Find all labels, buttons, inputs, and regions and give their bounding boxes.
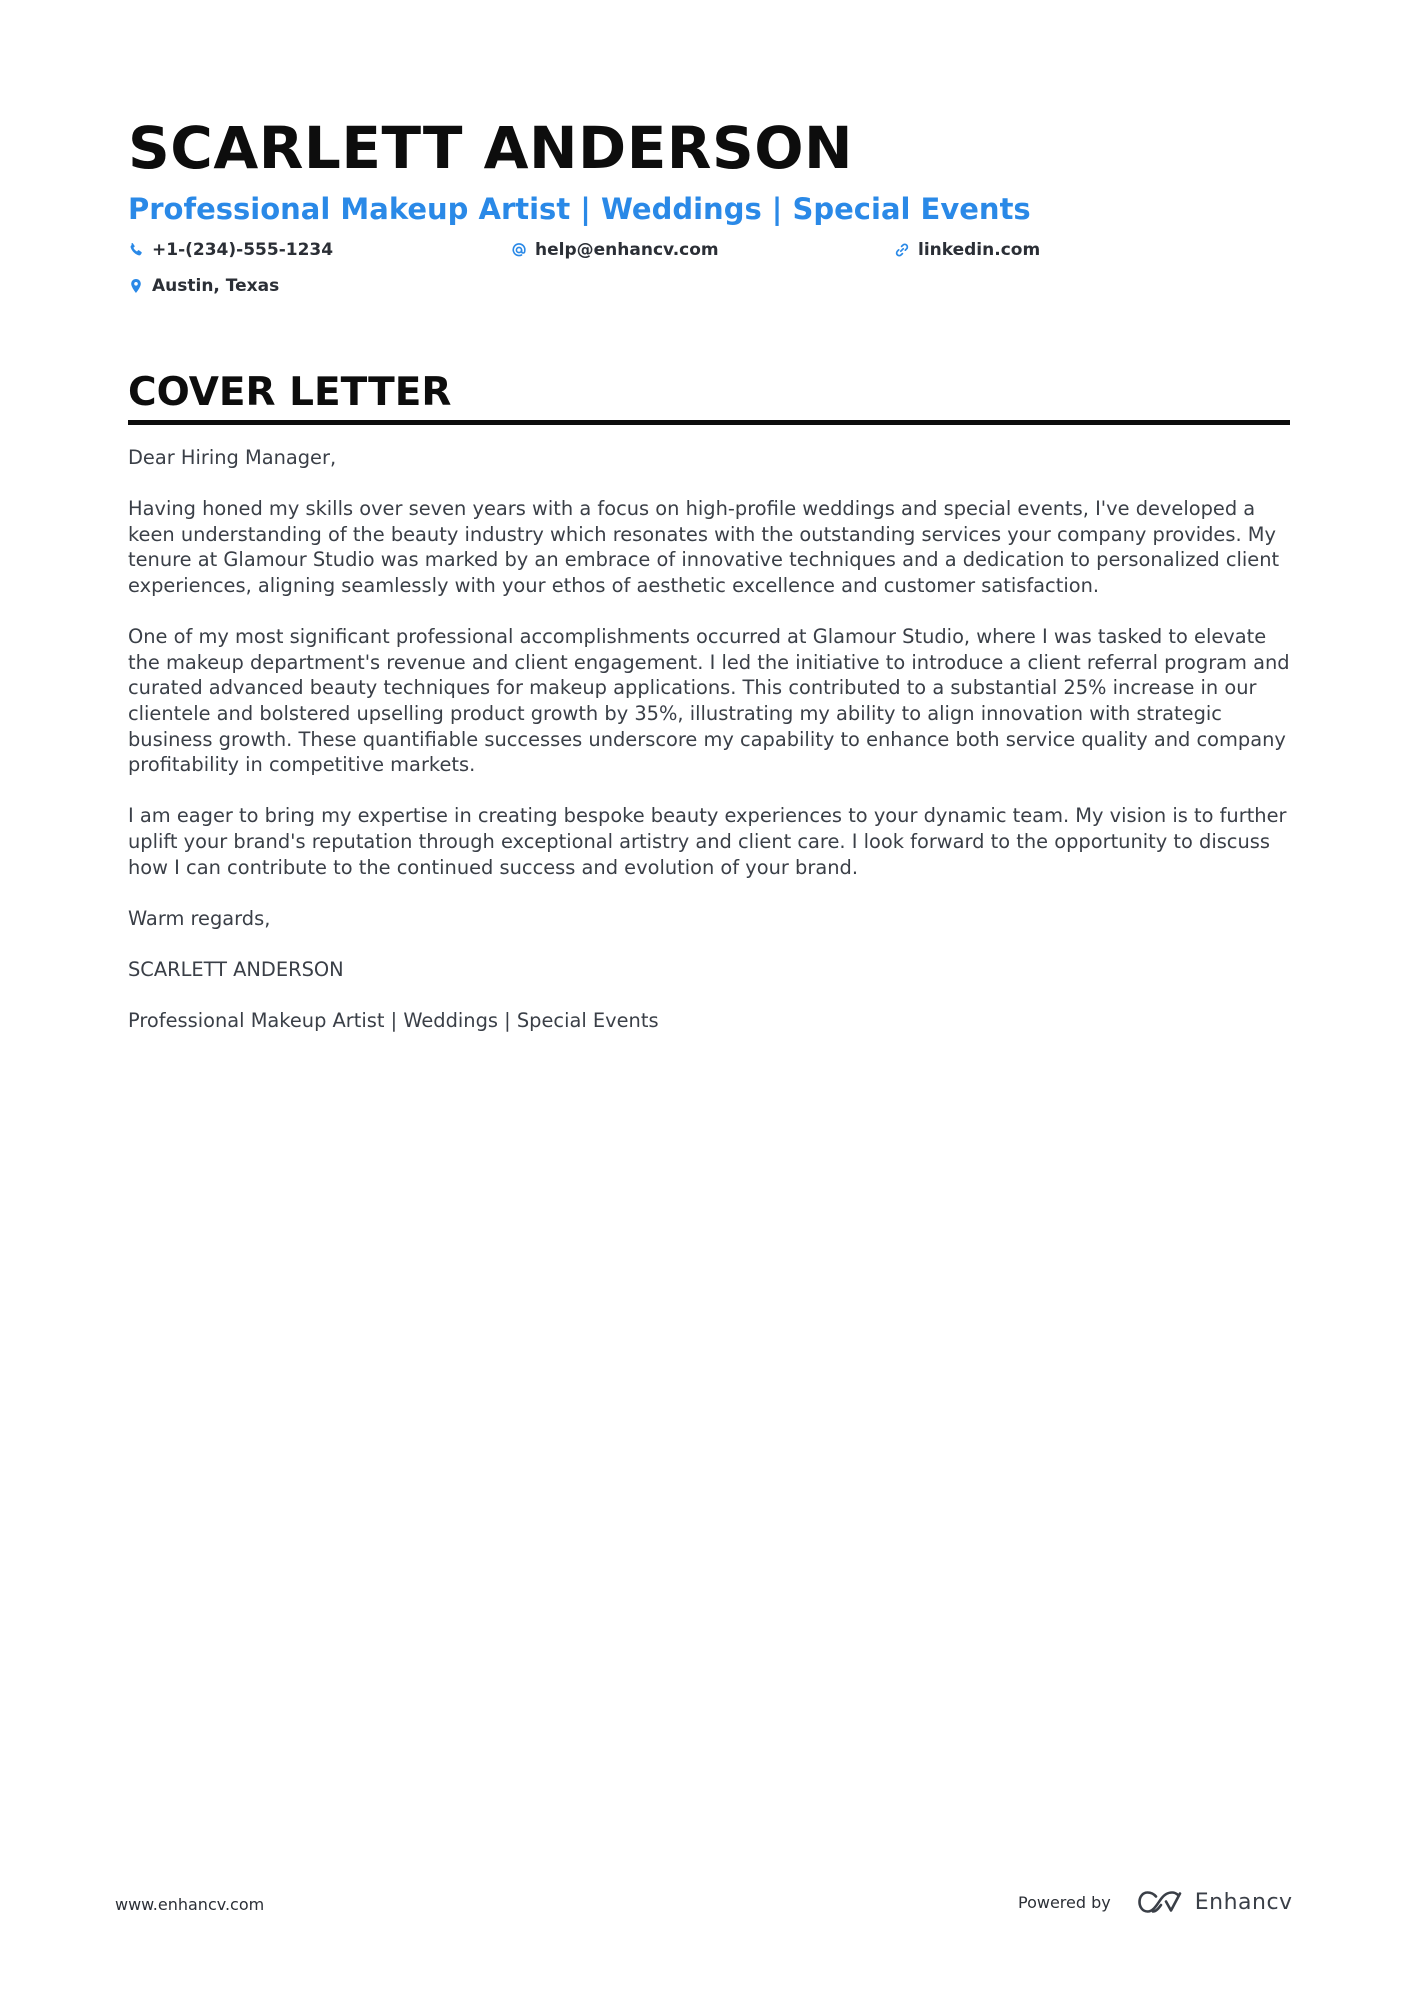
letter-paragraph-2: One of my most significant professional accomplishments occurred at Glamour Studio, where I was tasked to elevate the makeup department's revenue and client engagement. I led the initiative to introduce a client referral program and curated advanced beauty techniques for makeup applications. This contributed to a substantial 25% increase in our clientele and bolstered upselling product growth by 35%, illustrating my ability to align innovation with strategic business growth. These quantifiable successes underscore my capability to enhance both service quality and company profitability in competitive markets.	[128, 625, 1290, 777]
letter-greeting: Dear Hiring Manager,	[128, 446, 337, 469]
contact-phone	[128, 236, 333, 264]
letter-closing: Warm regards,	[128, 906, 271, 930]
letter-paragraph-1: Having honed my skills over seven years with a focus on high-profile weddings and special events, I've developed a keen understanding of the beauty industry which resonates with the outstanding services your company provides. My tenure at Glamour Studio was marked by an embrace of innovative techniques and a dedication to personalized client experiences, aligning seamlessly with your ethos of aesthetic excellence and customer satisfaction.	[128, 497, 1280, 597]
candidate-name: SCARLETT ANDERSON	[128, 114, 854, 182]
email-text[interactable]: help@enhancv.com	[535, 240, 719, 260]
powered-by-label: Powered by	[1018, 1892, 1111, 1912]
footer-branding	[1018, 1880, 1293, 1924]
cover-letter-page	[128, 110, 1290, 1059]
letter-paragraph-3: I am eager to bring my expertise in creating bespoke beauty experiences to your dynamic team. My vision is to further uplift your brand's reputation through exceptional artistry and client care. I look forward to the opportunity to discuss how I can contribute to the continued success and evolution of your brand.	[128, 804, 1287, 879]
signature-title: Professional Makeup Artist | Weddings | Special Events	[128, 1009, 659, 1033]
signature-name: SCARLETT ANDERSON	[128, 957, 344, 981]
contact-info	[128, 236, 1290, 308]
link-text[interactable]: linkedin.com	[918, 240, 1041, 260]
contact-location	[128, 272, 279, 300]
section-title-cover-letter: COVER LETTER	[128, 368, 1290, 425]
enhancv-logo-icon	[1137, 1889, 1185, 1915]
enhancv-brand-name: Enhancv	[1194, 1889, 1293, 1915]
phone-icon	[128, 242, 144, 258]
link-icon	[894, 242, 910, 258]
footer-website[interactable]: www.enhancv.com	[115, 1895, 265, 1914]
letter-body	[128, 445, 1290, 1034]
candidate-headline: Professional Makeup Artist | Weddings | Special Events	[128, 192, 1031, 226]
contact-link[interactable]	[894, 236, 1040, 264]
contact-email[interactable]	[511, 236, 719, 264]
phone-text: +1-(234)-555-1234	[152, 240, 334, 260]
map-pin-icon	[128, 278, 144, 294]
at-icon	[511, 242, 527, 258]
location-text: Austin, Texas	[152, 276, 280, 296]
